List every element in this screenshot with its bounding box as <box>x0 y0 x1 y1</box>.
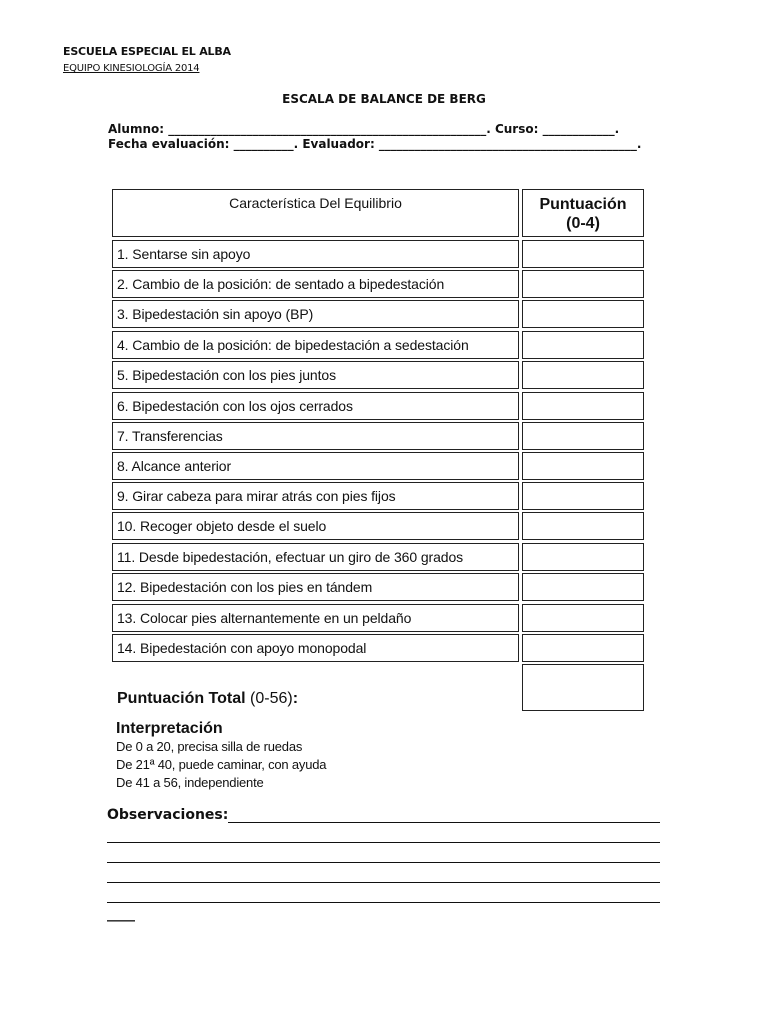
interpretation-title: Interpretación <box>116 720 223 737</box>
interpretation-line-1: De 0 a 20, precisa silla de ruedas <box>116 739 303 754</box>
score-cell-9[interactable] <box>522 482 644 510</box>
observations-label: Observaciones: <box>107 807 229 823</box>
score-cell-12[interactable] <box>522 573 644 601</box>
date-evaluator-line: Fecha evaluación: __________. Evaluador: ___________________________________________. <box>108 137 642 151</box>
criterion-row-10: 10. Recoger objeto desde el suelo <box>112 512 519 540</box>
criterion-row-13: 13. Colocar pies alternantemente en un peldaño <box>112 604 519 632</box>
criterion-row-3: 3. Bipedestación sin apoyo (BP) <box>112 300 519 328</box>
criterion-row-6: 6. Bipedestación con los ojos cerrados <box>112 392 519 420</box>
observations-rule-4[interactable] <box>107 882 660 883</box>
team-name: EQUIPO KINESIOLOGÍA 2014 <box>63 63 200 74</box>
criterion-row-2: 2. Cambio de la posición: de sentado a bipedestación <box>112 270 519 298</box>
score-cell-1[interactable] <box>522 240 644 268</box>
score-cell-5[interactable] <box>522 361 644 389</box>
header-score-title: Puntuación <box>539 196 627 213</box>
observations-rule-3[interactable] <box>107 862 660 863</box>
total-label-colon: : <box>292 690 299 707</box>
criterion-row-7: 7. Transferencias <box>112 422 519 450</box>
score-cell-7[interactable] <box>522 422 644 450</box>
score-cell-14[interactable] <box>522 634 644 662</box>
score-cell-4[interactable] <box>522 331 644 359</box>
school-name: ESCUELA ESPECIAL EL ALBA <box>63 45 231 58</box>
document-title: ESCALA DE BALANCE DE BERG <box>282 92 486 106</box>
total-score-label <box>117 690 298 708</box>
total-label-range: (0-56) <box>250 690 293 707</box>
criterion-row-11: 11. Desde bipedestación, efectuar un giro de 360 grados <box>112 543 519 571</box>
header-criterion: Característica Del Equilibrio <box>112 189 519 237</box>
student-course-line: Alumno: _____________________________________________________. Curso: ____________. <box>108 122 620 136</box>
criterion-row-5: 5. Bipedestación con los pies juntos <box>112 361 519 389</box>
observations-trailing-line: ____ <box>107 906 135 922</box>
observations-rule-1[interactable] <box>228 822 660 823</box>
score-cell-10[interactable] <box>522 512 644 540</box>
score-cell-3[interactable] <box>522 300 644 328</box>
score-cell-6[interactable] <box>522 392 644 420</box>
header-score <box>522 189 644 237</box>
score-cell-13[interactable] <box>522 604 644 632</box>
interpretation-line-2: De 21ª 40, puede caminar, con ayuda <box>116 757 327 772</box>
criterion-row-9: 9. Girar cabeza para mirar atrás con pies fijos <box>112 482 519 510</box>
total-label-text: Puntuación Total <box>117 690 251 707</box>
criterion-row-14: 14. Bipedestación con apoyo monopodal <box>112 634 519 662</box>
criterion-row-4: 4. Cambio de la posición: de bipedestación a sedestación <box>112 331 519 359</box>
total-score-box[interactable] <box>522 664 644 711</box>
header-score-range: (0-4) <box>566 215 600 232</box>
observations-rule-5[interactable] <box>107 902 660 903</box>
score-cell-2[interactable] <box>522 270 644 298</box>
observations-rule-2[interactable] <box>107 842 660 843</box>
criterion-row-8: 8. Alcance anterior <box>112 452 519 480</box>
interpretation-line-3: De 41 a 56, independiente <box>116 775 264 790</box>
score-cell-11[interactable] <box>522 543 644 571</box>
criterion-row-12: 12. Bipedestación con los pies en tándem <box>112 573 519 601</box>
score-cell-8[interactable] <box>522 452 644 480</box>
criterion-row-1: 1. Sentarse sin apoyo <box>112 240 519 268</box>
